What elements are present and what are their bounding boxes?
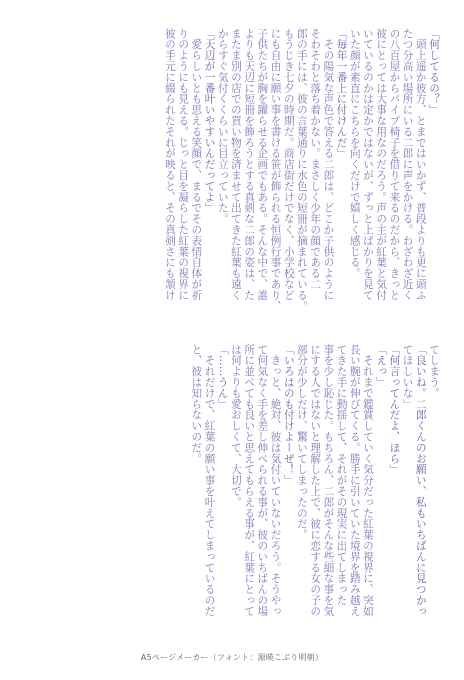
text-block-lower [189,344,440,646]
text-line: てほしいな」 [401,344,414,410]
footer-credit: A5ページメーカー（フォント：源暎こぶり明朝） [140,653,324,662]
text-line: 愛らしいとも思える笑顔で、まるでその表情自体が祈 [190,28,203,301]
text-line: またま別の店での買い物を済ませて出てきた紅葉も遠く [229,28,242,301]
text-line: 「天辺が一番叶いやすいんだってよ」 [203,28,216,214]
text-line: たつ分高い場所にいる二郎に声をかける。わざわざ近く [401,28,414,301]
text-line: 頭上遥か彼方、とまではいかず、普段よりも更に頭ふ [414,28,427,301]
text-line: それまで鑑賞していく気分だった紅葉の視界に、突如 [361,344,374,617]
text-line: 郎の手には、彼の言葉通りに水色の短冊が摘まれている。 [295,28,308,312]
text-line: 彼の手元に綴られたそれが映ると、その真剣さにも頷け [163,28,176,301]
text-line: 「良いね。二郎くんのお願い、私もいちばんに見つかっ [414,344,427,617]
text-line: 「いろはのも付けよーぜ！」 [282,344,295,486]
text-line: 「何言ってんだよ、ほら」 [388,344,401,475]
text-line: 部分が少しだけ、驚いてしまったのだ。 [295,344,308,541]
text-line: 「毎年一番上に付けんだ」 [335,28,348,159]
text-line: 事を少し恥じた。もちろん、二郎がそんな些細な事を気 [322,344,335,617]
text-line: 子供たちが胸を躍らせる企画でもある。そんな中で、誰 [256,28,269,301]
text-line: よりも天辺に短冊を飾ろうとする真剣な二郎の姿は、た [243,28,256,301]
text-line: てきた手に動揺して、それがその現実に出てしまった [335,344,348,606]
text-line: いた顔が素直にこちらを向くだけで嬉しく感じる。 [348,28,361,279]
text-line: て何気なく手を差し伸べられる事が、彼のいちばんの場 [256,344,269,617]
text-line: は何よりも愛おしくて、大切で。 [229,344,242,508]
text-line: そわそわと落ち着かない。まさしく少年の顔である二 [309,28,322,290]
text-line: 彼にとっては大事な用なのだろう。声の主が紅葉と気付 [375,28,388,301]
text-line: と、彼は知らないのだ。 [190,344,203,464]
text-line: もうじき七夕の時期だ。商店街だけでなく、小学校など [282,28,295,301]
text-line: 「えっ」 [375,344,388,388]
text-line: きっと、絶対、彼は気付いていないだろう。そうやっ [269,344,282,617]
text-line: それだけで、紅葉の願い事を叶えてしまっているのだ [203,344,216,617]
text-line: 所に並べても良いと思えてもらえる事が、紅葉にとって [243,344,256,617]
text-line: 長い腕が伸びてくる。勝手に引いていた境界を踏み越え [348,344,361,617]
text-line: からすぐ気付くくらいに目立っていた。 [216,28,229,225]
text-line: 「何してるの？」 [428,28,440,116]
text-line: いているのかは定かではないが、ずっと上ばかりを見て [361,28,374,301]
text-line: てしまう。 [428,344,440,399]
text-block-upper [163,28,440,330]
text-line: にも自由に願い事を書ける笹が飾られる恒例行事であり、 [269,28,282,312]
text-line: その陽気な声色で答える二郎は、どこか子供のように [322,28,335,301]
text-line: 「……うん」 [216,344,229,410]
text-line: の八百屋からパイプ椅子を借りて来るのだから、きっと [388,28,401,301]
text-line: にする人ではないと理解した上で、彼に恋する女の子の [309,344,322,617]
text-line: りのようにも見える。じっと目を凝らした紅葉の視界に [177,28,190,301]
